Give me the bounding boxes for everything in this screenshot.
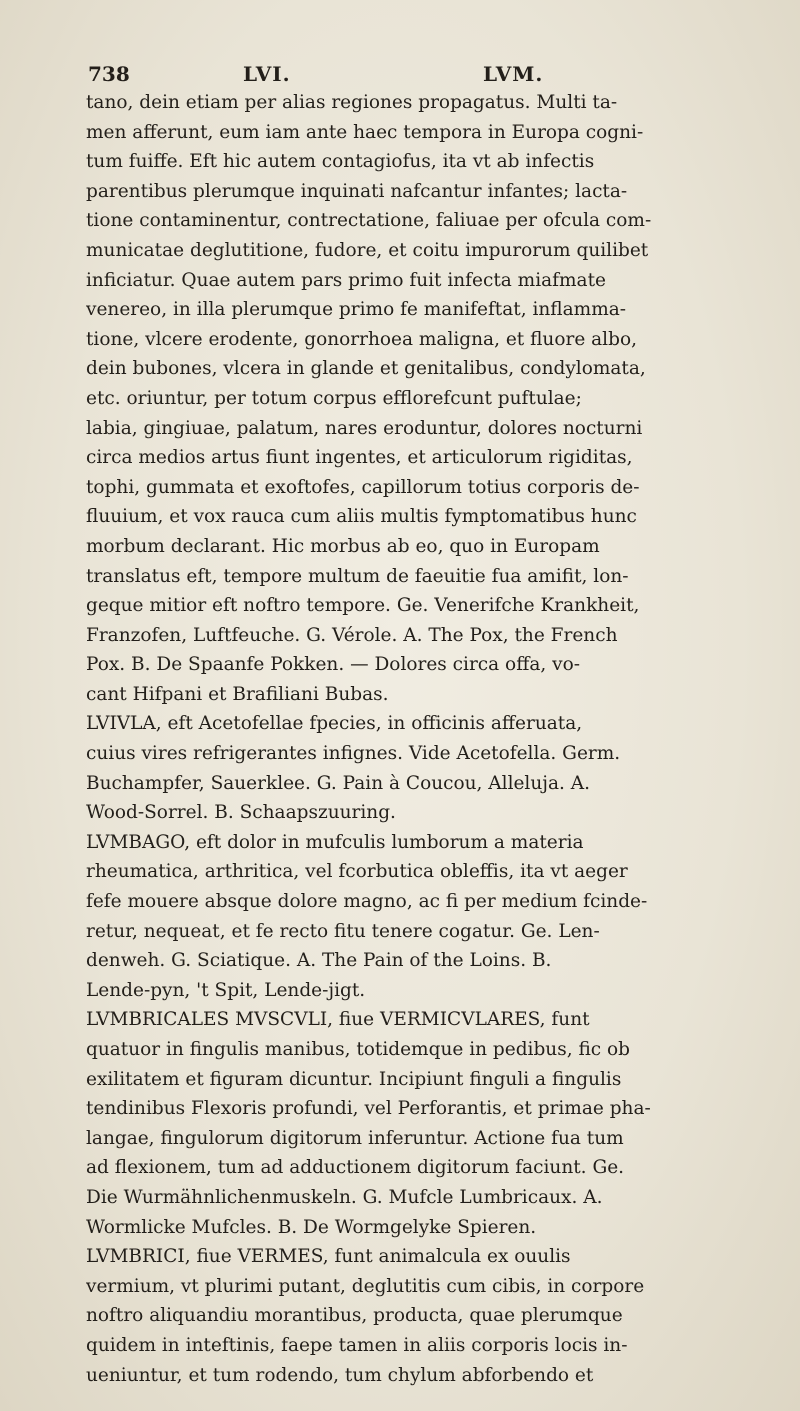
text-line: tum fuiffe. Eft hic autem contagiofus, ita vt ab infectis xyxy=(86,151,595,173)
text-line: cuius vires refrigerantes infignes. Vide Acetofella. Germ. xyxy=(86,743,621,765)
page-number: 738 xyxy=(88,62,130,86)
text-line: cant Hifpani et Brafiliani Bubas. xyxy=(86,683,389,705)
text-line: ad flexionem, tum ad adductionem digitorum faciunt. Ge. xyxy=(86,1157,625,1179)
text-line: langae, fingulorum digitorum inferuntur. Actione fua tum xyxy=(86,1127,624,1149)
text-line: Franzofen, Luftfeuche. G. Vérole. A. The Pox, the French xyxy=(86,624,618,646)
text-line: exilitatem et figuram dicuntur. Incipiunt finguli a fingulis xyxy=(86,1068,622,1090)
text-line: parentibus plerumque inquinati nafcantur infantes; lacta- xyxy=(86,180,628,202)
text-line: fefe mouere absque dolore magno, ac fi per medium fcinde- xyxy=(86,891,648,913)
text-line: translatus eft, tempore multum de faeuitie fua amifit, lon- xyxy=(86,565,629,587)
text-line: denweh. G. Sciatique. A. The Pain of the Loins. B. xyxy=(86,950,552,972)
text-line: tano, dein etiam per alias regiones propagatus. Multi ta- xyxy=(86,92,618,113)
text-line: noftro aliquandiu morantibus, producta, quae plerumque xyxy=(86,1305,623,1327)
right-heading: LVM. xyxy=(483,62,544,86)
text-line: etc. oriuntur, per totum corpus efflorefcunt puftulae; xyxy=(86,387,582,409)
text-line: Lende-pyn, 't Spit, Lende-jigt. xyxy=(86,979,366,1001)
text-line: LVMBAGO, eft dolor in mufculis lumborum a materia xyxy=(86,831,584,853)
text-line: rheumatica, arthritica, vel fcorbutica obleffis, ita vt aeger xyxy=(86,861,628,883)
text-line: LVIVLA, eft Acetofellae fpecies, in officinis afferuata, xyxy=(86,713,583,735)
text-line: quatuor in fingulis manibus, totidemque in pedibus, fic ob xyxy=(86,1039,631,1060)
text-line: quidem in inteftinis, faepe tamen in aliis corporis locis in- xyxy=(86,1334,628,1356)
text-line: dein bubones, vlcera in glande et genitalibus, condylomata, xyxy=(86,358,646,380)
text-line: ueniuntur, et tum rodendo, tum chylum abforbendo et xyxy=(86,1364,594,1386)
text-line: Wormlicke Mufcles. B. De Wormgelyke Spieren. xyxy=(86,1216,537,1238)
text-line: Wood-Sorrel. B. Schaapszuuring. xyxy=(86,802,396,824)
text-line: Buchampfer, Sauerklee. G. Pain à Coucou, Alleluja. A. xyxy=(86,772,591,794)
text-line: inficiatur. Quae autem pars primo fuit infecta miafmate xyxy=(86,269,606,291)
text-line: morbum declarant. Hic morbus ab eo, quo in Europam xyxy=(86,535,600,557)
text-line: vermium, vt plurimi putant, deglutitis cum cibis, in corpore xyxy=(86,1275,645,1297)
text-line: tophi, gummata et exoftofes, capillorum totius corporis de- xyxy=(86,476,640,498)
body-text xyxy=(86,88,746,1390)
text-line: tendinibus Flexoris profundi, vel Perforantis, et primae pha- xyxy=(86,1098,651,1120)
text-line: tione, vlcere erodente, gonorrhoea maligna, et fluore albo, xyxy=(86,328,637,350)
text-line: venereo, in illa plerumque primo fe manifeftat, inflamma- xyxy=(86,299,627,321)
text-line: men afferunt, eum iam ante haec tempora in Europa cogni- xyxy=(86,121,644,143)
text-line: geque mitior eft noftro tempore. Ge. Venerifche Krankheit, xyxy=(86,595,640,617)
text-line: fluuium, et vox rauca cum aliis multis fymptomatibus hunc xyxy=(86,506,637,528)
text-line: circa medios artus fiunt ingentes, et articulorum rigiditas, xyxy=(86,447,633,469)
text-line: labia, gingiuae, palatum, nares eroduntur, dolores nocturni xyxy=(86,417,643,439)
text-line: tione contaminentur, contrectatione, faliuae per ofcula com- xyxy=(86,210,652,232)
text-line: municatae deglutitione, fudore, et coitu impurorum quilibet xyxy=(86,239,649,261)
text-line: LVMBRICALES MVSCVLI, fiue VERMICVLARES, funt xyxy=(86,1009,590,1031)
text-line: Pox. B. De Spaanfe Pokken. — Dolores circa offa, vo- xyxy=(86,654,580,676)
left-heading: LVI. xyxy=(243,62,291,86)
text-line: retur, nequeat, et fe recto fitu tenere cogatur. Ge. Len- xyxy=(86,920,600,942)
text-line: LVMBRICI, fiue VERMES, funt animalcula ex ouulis xyxy=(86,1246,571,1268)
text-line: Die Wurmähnlichenmuskeln. G. Mufcle Lumbricaux. A. xyxy=(86,1186,603,1208)
